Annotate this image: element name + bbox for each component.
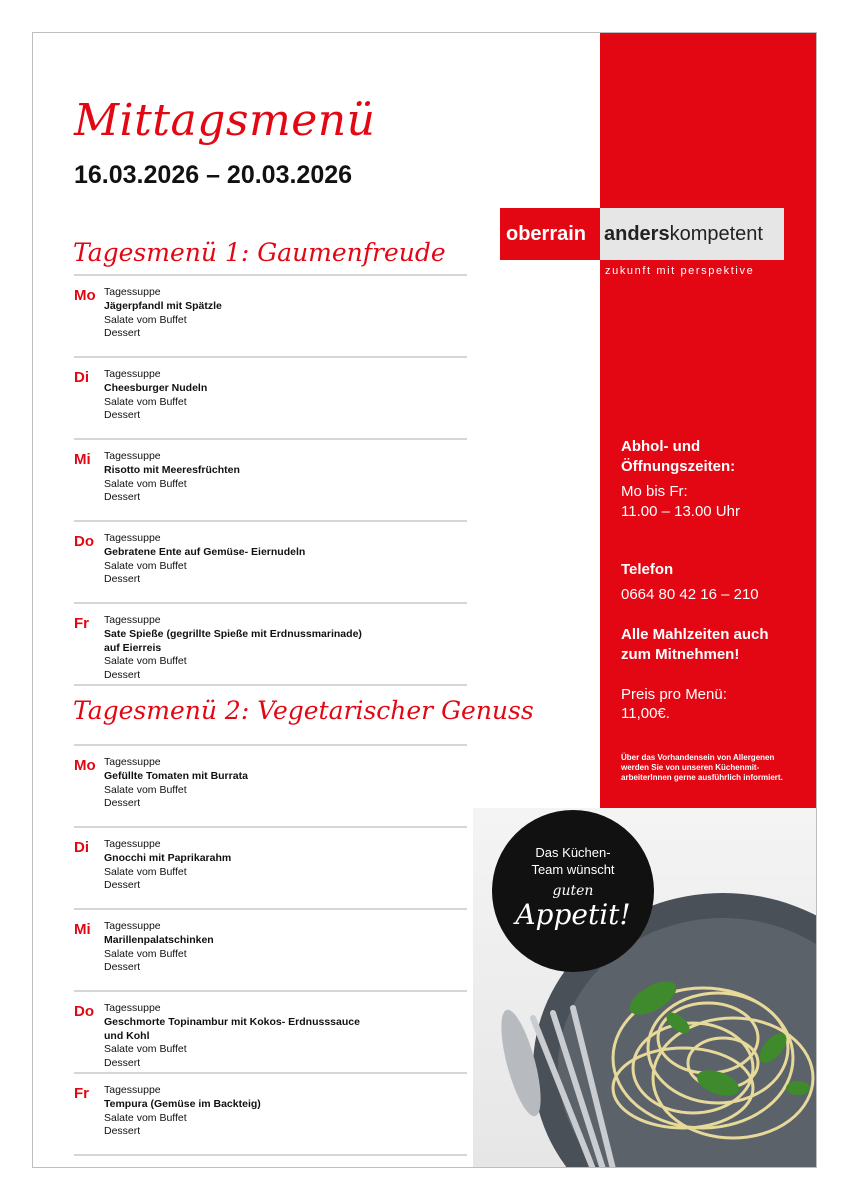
dessert-line: Dessert <box>104 961 141 974</box>
main-dish-continued: und Kohl <box>104 1029 150 1042</box>
day-row <box>74 908 467 990</box>
soup-line: Tagessuppe <box>104 920 161 932</box>
day-dishes <box>104 286 222 341</box>
logo-right-bold: anders <box>604 222 670 245</box>
badge-line1: Das Küchen- <box>535 845 611 860</box>
date-range: 16.03.2026 – 20.03.2026 <box>74 161 353 189</box>
dessert-line: Dessert <box>104 409 141 422</box>
day-abbr: Di <box>74 369 89 386</box>
day-abbr: Fr <box>74 615 89 632</box>
day-row <box>74 274 467 356</box>
day-row <box>74 602 467 684</box>
day-row <box>74 520 467 602</box>
salad-line: Salate vom Buffet <box>104 313 187 326</box>
main-dish: Geschmorte Topinambur mit Kokos- Erdnusssauce <box>104 1015 360 1028</box>
price-value: 11,00€. <box>621 705 670 722</box>
brand-tagline: zukunft mit perspektive <box>605 265 755 277</box>
allergen-line1: Über das Vorhandensein von Allergenen <box>621 753 775 762</box>
soup-line: Tagessuppe <box>104 532 161 544</box>
day-abbr: Do <box>74 1003 94 1020</box>
badge-guten: guten <box>552 883 594 899</box>
main-dish: Gebratene Ente auf Gemüse- Eiernudeln <box>104 545 306 558</box>
main-dish: Marillenpalatschinken <box>104 933 214 946</box>
dessert-line: Dessert <box>104 1057 141 1070</box>
salad-line: Salate vom Buffet <box>104 1111 187 1124</box>
day-abbr: Mi <box>74 921 91 938</box>
main-dish: Tempura (Gemüse im Backteig) <box>104 1097 261 1110</box>
day-row <box>74 990 467 1072</box>
salad-line: Salate vom Buffet <box>104 655 187 668</box>
salad-line: Salate vom Buffet <box>104 783 187 796</box>
menu-page <box>32 32 817 1168</box>
hours-heading <box>621 437 735 477</box>
day-dishes <box>104 532 305 587</box>
allergen-line2: werden Sie von unseren Küchenmit- <box>621 763 760 772</box>
day-abbr: Mo <box>74 287 96 304</box>
day-dishes <box>104 1084 261 1139</box>
page-title: Mittagsmenü <box>74 95 376 146</box>
dessert-line: Dessert <box>104 573 141 586</box>
menu2-heading: Tagesmenü 2: Vegetarischer Genuss <box>73 696 534 725</box>
dessert-line: Dessert <box>104 1125 141 1138</box>
soup-line: Tagessuppe <box>104 1002 161 1014</box>
day-row <box>74 438 467 520</box>
divider <box>74 684 467 686</box>
day-row <box>74 356 467 438</box>
soup-line: Tagessuppe <box>104 756 161 768</box>
phone-number[interactable]: 0664 80 42 16 – 210 <box>621 586 759 603</box>
takeaway-line1: Alle Mahlzeiten auch <box>621 626 769 643</box>
day-row <box>74 826 467 908</box>
salad-line: Salate vom Buffet <box>104 477 187 490</box>
salad-line: Salate vom Buffet <box>104 947 187 960</box>
soup-line: Tagessuppe <box>104 1084 161 1096</box>
menu1-day-list <box>74 274 467 686</box>
soup-line: Tagessuppe <box>104 368 161 380</box>
takeaway-note <box>621 625 811 665</box>
allergen-note <box>621 753 811 783</box>
hours-text <box>621 482 740 522</box>
main-dish: Gnocchi mit Paprikarahm <box>104 851 232 864</box>
soup-line: Tagessuppe <box>104 838 161 850</box>
day-dishes <box>104 1002 360 1071</box>
soup-line: Tagessuppe <box>104 286 161 298</box>
day-row <box>74 1072 467 1154</box>
day-dishes <box>104 838 231 893</box>
hours-heading-line2: Öffnungszeiten: <box>621 458 736 475</box>
hours-line2: 11.00 – 13.00 Uhr <box>621 503 740 520</box>
greeting-badge <box>492 810 654 972</box>
main-dish-continued: auf Eierreis <box>104 641 162 654</box>
price-label: Preis pro Menü: <box>621 686 727 703</box>
salad-line: Salate vom Buffet <box>104 395 187 408</box>
dessert-line: Dessert <box>104 797 141 810</box>
salad-line: Salate vom Buffet <box>104 1043 187 1056</box>
main-dish: Cheesburger Nudeln <box>104 381 208 394</box>
soup-line: Tagessuppe <box>104 614 161 626</box>
day-dishes <box>104 450 240 505</box>
dessert-line: Dessert <box>104 879 141 892</box>
main-dish: Risotto mit Meeresfrüchten <box>104 463 240 476</box>
day-row <box>74 744 467 826</box>
dessert-line: Dessert <box>104 327 141 340</box>
dessert-line: Dessert <box>104 669 141 682</box>
hours-line1: Mo bis Fr: <box>621 483 688 500</box>
logo-right <box>600 208 784 260</box>
main-dish: Gefüllte Tomaten mit Burrata <box>104 769 248 782</box>
brand-logo <box>500 208 784 260</box>
badge-text <box>492 844 654 878</box>
logo-right-regular: kompetent <box>669 222 763 245</box>
hours-heading-line1: Abhol- und <box>621 438 701 455</box>
logo-left-text: oberrain <box>500 208 600 260</box>
main-dish: Jägerpfandl mit Spätzle <box>104 299 222 312</box>
allergen-line3: arbeiterInnen gerne ausführlich informiert. <box>621 773 783 782</box>
soup-line: Tagessuppe <box>104 450 161 462</box>
day-dishes <box>104 756 248 811</box>
day-dishes <box>104 614 362 683</box>
dessert-line: Dessert <box>104 491 141 504</box>
badge-appetit: Appetit! <box>515 898 631 931</box>
day-abbr: Mo <box>74 757 96 774</box>
menu2-day-list <box>74 744 467 1156</box>
salad-line: Salate vom Buffet <box>104 865 187 878</box>
divider <box>74 1154 467 1156</box>
day-abbr: Fr <box>74 1085 89 1102</box>
menu1-heading: Tagesmenü 1: Gaumenfreude <box>73 238 446 267</box>
day-abbr: Do <box>74 533 94 550</box>
day-dishes <box>104 920 214 975</box>
day-abbr: Mi <box>74 451 91 468</box>
day-abbr: Di <box>74 839 89 856</box>
main-dish: Sate Spieße (gegrillte Spieße mit Erdnussmarinade) <box>104 627 362 640</box>
takeaway-line2: zum Mitnehmen! <box>621 646 740 663</box>
badge-line2: Team wünscht <box>531 862 615 877</box>
price-info <box>621 685 727 723</box>
phone-heading: Telefon <box>621 561 674 578</box>
salad-line: Salate vom Buffet <box>104 559 187 572</box>
day-dishes <box>104 368 207 423</box>
